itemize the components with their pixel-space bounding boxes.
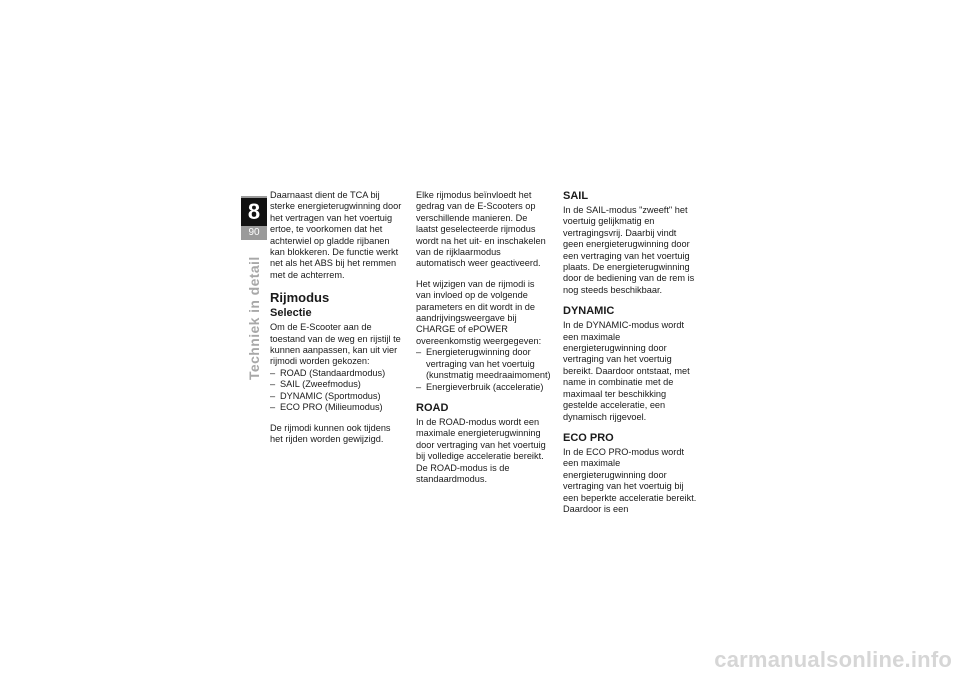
watermark: carmanualsonline.info <box>714 647 952 672</box>
paragraph: In de ROAD-modus wordt een maximale energieterugwinning door vertraging van het voertuig bij volledige acceleratie bereikt. De ROAD-modus is de standaardmodus. <box>416 416 546 484</box>
section-title-text: Techniek in detail <box>246 256 262 380</box>
paragraph: In de DYNAMIC-modus wordt een maximale energieterugwinning door vertraging van het voertuig bereikt. Daardoor ontstaat, met name in combinatie met de maximaal ter beschikking gestelde acceleratie, een dynamisch rijgevoel. <box>563 320 690 422</box>
list-item: – Energieterugwinning door vertraging van het voertuig (kunstmatig meedraaimoment) <box>416 347 551 381</box>
paragraph: Om de E-Scooter aan de toestand van de weg en rijstijl te kunnen aanpassen, kan uit vier rijmodi worden gekozen: <box>270 322 401 367</box>
page-number: 90 <box>248 227 260 238</box>
text-column-2 <box>416 190 551 494</box>
heading-rijmodus: Rijmodus <box>270 290 330 306</box>
list-item: – DYNAMIC (Sportmodus) <box>270 391 405 402</box>
paragraph: De rijmodi kunnen ook tijdens het rijden worden gewijzigd. <box>270 422 391 444</box>
paragraph: Het wijzigen van de rijmodi is van invloed op de volgende parameters en dit wordt in de aandrijvingsweergave bij CHARGE of ePOWER overeenkomstig weergegeven: <box>416 278 542 346</box>
heading-road: ROAD <box>416 401 449 414</box>
paragraph: In de SAIL-modus "zweeft" het voertuig gelijkmatig en vertragingsvrij. Daarbij vindt geen energieterugwinning door een vertraging van het voertuig plaats. De energieterugwinning door de bediening van de rem is nog steeds beschikbaar. <box>563 205 695 295</box>
list-item: – SAIL (Zweefmodus) <box>270 379 405 390</box>
parameter-list <box>416 347 551 393</box>
heading-sail: SAIL <box>563 190 589 202</box>
paragraph: In de ECO PRO-modus wordt een maximale energieterugwinning door vertraging van het voertuig bij een beperkte acceleratie bereikt. Daardoor is een <box>563 446 697 514</box>
subheading-selectie: Selectie <box>270 307 312 320</box>
text-column-1 <box>270 190 405 454</box>
paragraph: Daarnaast dient de TCA bij sterke energieterugwinning door het vertragen van het voertuig ertoe, te voorkomen dat het achterwiel op gladde rijbanen kan blokkeren. De functie werkt net als het ABS bij het remmen met de achterrem. <box>270 190 402 280</box>
heading-eco-pro: ECO PRO <box>563 431 614 444</box>
list-item: – ROAD (Standaardmodus) <box>270 368 405 379</box>
list-item: – ECO PRO (Milieumodus) <box>270 402 405 413</box>
heading-dynamic: DYNAMIC <box>563 305 615 318</box>
list-item: – Energieverbruik (acceleratie) <box>416 382 551 393</box>
paragraph: Elke rijmodus beïnvloedt het gedrag van de E-Scooters op verschillende manieren. De laatst geselecteerde rijmodus wordt na het uit- en inschakelen van de rijklaarmodus automatisch weer geactiveerd. <box>416 190 546 269</box>
chapter-number: 8 <box>241 198 267 226</box>
text-column-3 <box>563 190 698 524</box>
mode-list <box>270 368 405 414</box>
